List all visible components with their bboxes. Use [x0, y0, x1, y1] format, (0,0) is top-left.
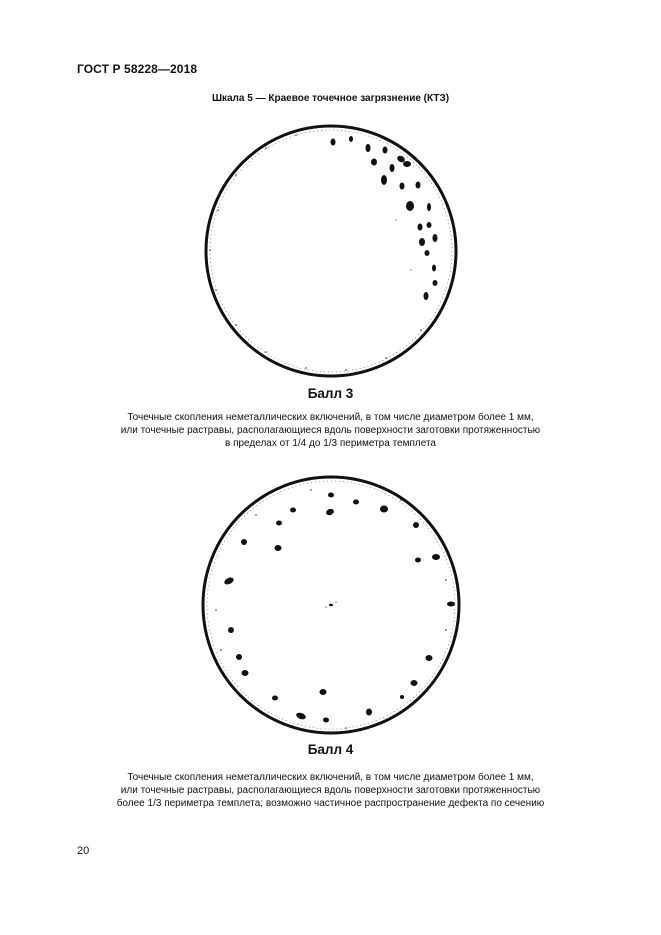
description-line: Точечные скопления неметаллических включений, в том числе диаметром более 1 мм, [127, 412, 534, 423]
grade-4-description [0, 771, 661, 810]
scale-title: Шкала 5 — Краевое точечное загрязнение (КТЗ) [211, 93, 450, 104]
document-standard-header: ГОСТ Р 58228—2018 [77, 62, 198, 76]
description-line: или точечные растравы, располагающиеся вдоль поверхности заготовки протяженностью [120, 425, 541, 436]
template-circle-grade-3 [196, 120, 466, 382]
grade-3-description [0, 411, 661, 450]
description-line: в пределах от 1/4 до 1/3 периметра темплета [224, 438, 436, 449]
macro-template-figure-grade-4 [0, 470, 661, 740]
page-number: 20 [77, 845, 90, 857]
description-line: более 1/3 периметра темплета; возможно частичное распространение дефекта по сечению [116, 798, 545, 809]
description-line: Точечные скопления неметаллических включений, в том числе диаметром более 1 мм, [127, 772, 534, 783]
template-circle-grade-4 [196, 470, 466, 740]
grade-label-4: Балл 4 [307, 742, 354, 757]
grade-label-3: Балл 3 [307, 386, 354, 401]
macro-template-figure-grade-3 [0, 120, 661, 382]
description-line: или точечные растравы, располагающиеся вдоль поверхности заготовки протяженностью [120, 785, 541, 796]
